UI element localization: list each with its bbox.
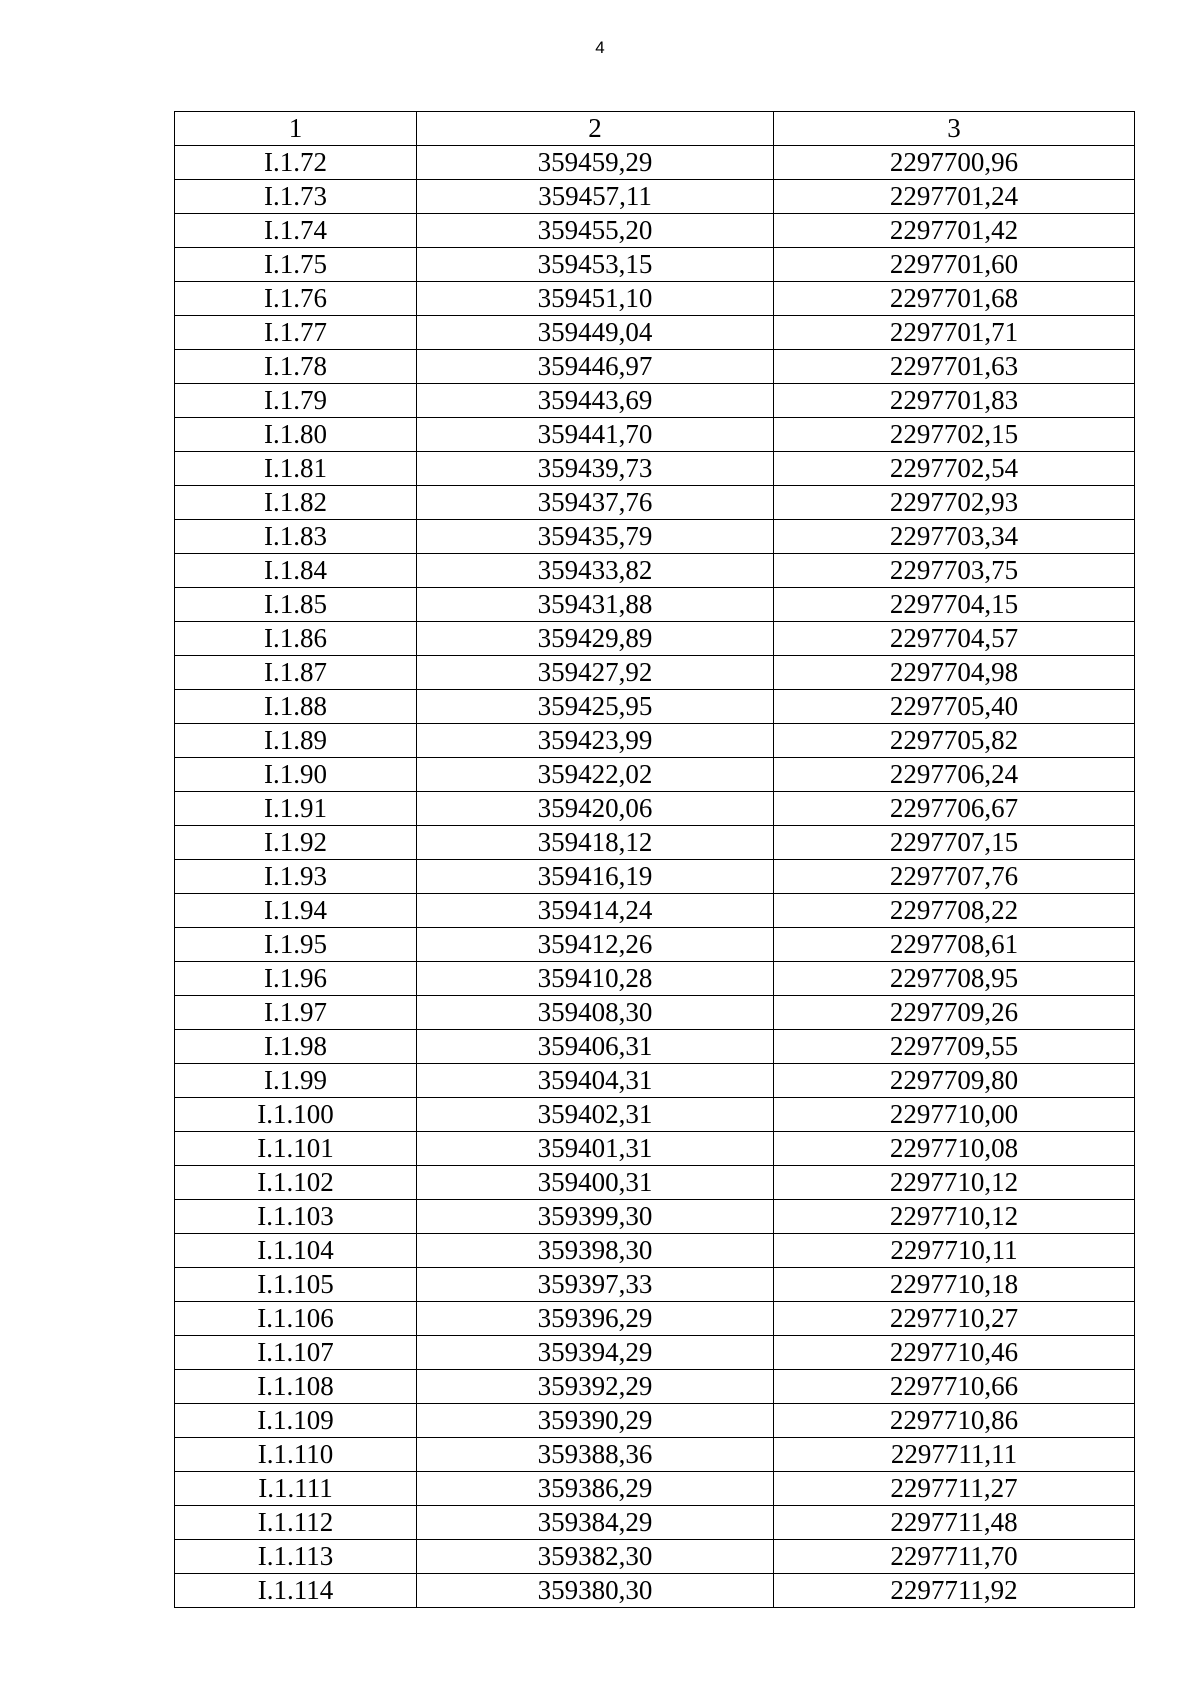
point-id-cell: I.1.104 <box>175 1234 417 1268</box>
table-row <box>175 1166 1135 1200</box>
column-header-1: 1 <box>175 112 417 146</box>
y-coordinate-cell: 2297702,93 <box>774 486 1135 520</box>
y-coordinate-cell: 2297705,40 <box>774 690 1135 724</box>
table-row <box>175 452 1135 486</box>
point-id-cell: I.1.97 <box>175 996 417 1030</box>
point-id-cell: I.1.74 <box>175 214 417 248</box>
point-id-cell: I.1.88 <box>175 690 417 724</box>
x-coordinate-cell: 359390,29 <box>417 1404 774 1438</box>
y-coordinate-cell: 2297711,11 <box>774 1438 1135 1472</box>
table-row <box>175 826 1135 860</box>
point-id-cell: I.1.72 <box>175 146 417 180</box>
x-coordinate-cell: 359402,31 <box>417 1098 774 1132</box>
x-coordinate-cell: 359410,28 <box>417 962 774 996</box>
x-coordinate-cell: 359453,15 <box>417 248 774 282</box>
table-row <box>175 1030 1135 1064</box>
point-id-cell: I.1.91 <box>175 792 417 826</box>
point-id-cell: I.1.111 <box>175 1472 417 1506</box>
point-id-cell: I.1.100 <box>175 1098 417 1132</box>
x-coordinate-cell: 359441,70 <box>417 418 774 452</box>
y-coordinate-cell: 2297710,86 <box>774 1404 1135 1438</box>
x-coordinate-cell: 359425,95 <box>417 690 774 724</box>
x-coordinate-cell: 359457,11 <box>417 180 774 214</box>
y-coordinate-cell: 2297707,76 <box>774 860 1135 894</box>
x-coordinate-cell: 359394,29 <box>417 1336 774 1370</box>
table-row <box>175 1370 1135 1404</box>
x-coordinate-cell: 359400,31 <box>417 1166 774 1200</box>
y-coordinate-cell: 2297710,18 <box>774 1268 1135 1302</box>
point-id-cell: I.1.103 <box>175 1200 417 1234</box>
x-coordinate-cell: 359420,06 <box>417 792 774 826</box>
point-id-cell: I.1.73 <box>175 180 417 214</box>
y-coordinate-cell: 2297704,15 <box>774 588 1135 622</box>
y-coordinate-cell: 2297705,82 <box>774 724 1135 758</box>
point-id-cell: I.1.80 <box>175 418 417 452</box>
x-coordinate-cell: 359451,10 <box>417 282 774 316</box>
table-row <box>175 758 1135 792</box>
y-coordinate-cell: 2297709,26 <box>774 996 1135 1030</box>
column-header-3: 3 <box>774 112 1135 146</box>
point-id-cell: I.1.93 <box>175 860 417 894</box>
y-coordinate-cell: 2297701,68 <box>774 282 1135 316</box>
table-row <box>175 1200 1135 1234</box>
x-coordinate-cell: 359397,33 <box>417 1268 774 1302</box>
y-coordinate-cell: 2297703,75 <box>774 554 1135 588</box>
y-coordinate-cell: 2297708,22 <box>774 894 1135 928</box>
point-id-cell: I.1.86 <box>175 622 417 656</box>
y-coordinate-cell: 2297708,95 <box>774 962 1135 996</box>
point-id-cell: I.1.94 <box>175 894 417 928</box>
y-coordinate-cell: 2297711,70 <box>774 1540 1135 1574</box>
x-coordinate-cell: 359392,29 <box>417 1370 774 1404</box>
y-coordinate-cell: 2297701,63 <box>774 350 1135 384</box>
table-row <box>175 1506 1135 1540</box>
point-id-cell: I.1.90 <box>175 758 417 792</box>
y-coordinate-cell: 2297701,83 <box>774 384 1135 418</box>
x-coordinate-cell: 359423,99 <box>417 724 774 758</box>
table-row <box>175 554 1135 588</box>
y-coordinate-cell: 2297710,66 <box>774 1370 1135 1404</box>
table-row <box>175 656 1135 690</box>
point-id-cell: I.1.85 <box>175 588 417 622</box>
y-coordinate-cell: 2297711,92 <box>774 1574 1135 1608</box>
point-id-cell: I.1.108 <box>175 1370 417 1404</box>
x-coordinate-cell: 359404,31 <box>417 1064 774 1098</box>
table-row <box>175 146 1135 180</box>
table-row <box>175 350 1135 384</box>
table-row <box>175 690 1135 724</box>
x-coordinate-cell: 359446,97 <box>417 350 774 384</box>
point-id-cell: I.1.87 <box>175 656 417 690</box>
table-row <box>175 1064 1135 1098</box>
x-coordinate-cell: 359431,88 <box>417 588 774 622</box>
x-coordinate-cell: 359435,79 <box>417 520 774 554</box>
point-id-cell: I.1.81 <box>175 452 417 486</box>
point-id-cell: I.1.95 <box>175 928 417 962</box>
x-coordinate-cell: 359412,26 <box>417 928 774 962</box>
x-coordinate-cell: 359433,82 <box>417 554 774 588</box>
point-id-cell: I.1.109 <box>175 1404 417 1438</box>
x-coordinate-cell: 359382,30 <box>417 1540 774 1574</box>
point-id-cell: I.1.75 <box>175 248 417 282</box>
x-coordinate-cell: 359399,30 <box>417 1200 774 1234</box>
y-coordinate-cell: 2297702,15 <box>774 418 1135 452</box>
y-coordinate-cell: 2297706,24 <box>774 758 1135 792</box>
y-coordinate-cell: 2297703,34 <box>774 520 1135 554</box>
table-row <box>175 1234 1135 1268</box>
table-row <box>175 1574 1135 1608</box>
table-row <box>175 792 1135 826</box>
point-id-cell: I.1.110 <box>175 1438 417 1472</box>
table-row <box>175 520 1135 554</box>
point-id-cell: I.1.106 <box>175 1302 417 1336</box>
x-coordinate-cell: 359401,31 <box>417 1132 774 1166</box>
table-row <box>175 860 1135 894</box>
table-row <box>175 928 1135 962</box>
table-row <box>175 724 1135 758</box>
y-coordinate-cell: 2297706,67 <box>774 792 1135 826</box>
point-id-cell: I.1.101 <box>175 1132 417 1166</box>
table-row <box>175 418 1135 452</box>
table-row <box>175 1404 1135 1438</box>
column-header-2: 2 <box>417 112 774 146</box>
table-row <box>175 316 1135 350</box>
table-body <box>175 146 1135 1608</box>
y-coordinate-cell: 2297702,54 <box>774 452 1135 486</box>
y-coordinate-cell: 2297710,00 <box>774 1098 1135 1132</box>
point-id-cell: I.1.92 <box>175 826 417 860</box>
point-id-cell: I.1.82 <box>175 486 417 520</box>
page-number: 4 <box>595 38 605 57</box>
x-coordinate-cell: 359429,89 <box>417 622 774 656</box>
table-row <box>175 1540 1135 1574</box>
x-coordinate-cell: 359408,30 <box>417 996 774 1030</box>
y-coordinate-cell: 2297708,61 <box>774 928 1135 962</box>
point-id-cell: I.1.96 <box>175 962 417 996</box>
point-id-cell: I.1.84 <box>175 554 417 588</box>
y-coordinate-cell: 2297704,98 <box>774 656 1135 690</box>
x-coordinate-cell: 359459,29 <box>417 146 774 180</box>
table-row <box>175 282 1135 316</box>
table-row <box>175 622 1135 656</box>
table-header <box>175 112 1135 146</box>
x-coordinate-cell: 359422,02 <box>417 758 774 792</box>
y-coordinate-cell: 2297701,71 <box>774 316 1135 350</box>
x-coordinate-cell: 359380,30 <box>417 1574 774 1608</box>
table-row <box>175 486 1135 520</box>
table-row <box>175 962 1135 996</box>
y-coordinate-cell: 2297704,57 <box>774 622 1135 656</box>
x-coordinate-cell: 359416,19 <box>417 860 774 894</box>
x-coordinate-cell: 359449,04 <box>417 316 774 350</box>
y-coordinate-cell: 2297711,27 <box>774 1472 1135 1506</box>
point-id-cell: I.1.76 <box>175 282 417 316</box>
point-id-cell: I.1.107 <box>175 1336 417 1370</box>
table-row <box>175 248 1135 282</box>
point-id-cell: I.1.89 <box>175 724 417 758</box>
table-row <box>175 180 1135 214</box>
table-row <box>175 894 1135 928</box>
point-id-cell: I.1.114 <box>175 1574 417 1608</box>
y-coordinate-cell: 2297709,55 <box>774 1030 1135 1064</box>
point-id-cell: I.1.99 <box>175 1064 417 1098</box>
y-coordinate-cell: 2297711,48 <box>774 1506 1135 1540</box>
x-coordinate-cell: 359437,76 <box>417 486 774 520</box>
point-id-cell: I.1.105 <box>175 1268 417 1302</box>
x-coordinate-cell: 359443,69 <box>417 384 774 418</box>
y-coordinate-cell: 2297701,24 <box>774 180 1135 214</box>
point-id-cell: I.1.98 <box>175 1030 417 1064</box>
x-coordinate-cell: 359455,20 <box>417 214 774 248</box>
y-coordinate-cell: 2297710,08 <box>774 1132 1135 1166</box>
table-row <box>175 214 1135 248</box>
point-id-cell: I.1.113 <box>175 1540 417 1574</box>
table-row <box>175 1132 1135 1166</box>
table-row <box>175 1438 1135 1472</box>
y-coordinate-cell: 2297700,96 <box>774 146 1135 180</box>
table-row <box>175 1098 1135 1132</box>
table-row <box>175 1472 1135 1506</box>
table-row <box>175 996 1135 1030</box>
x-coordinate-cell: 359418,12 <box>417 826 774 860</box>
table-row <box>175 1302 1135 1336</box>
y-coordinate-cell: 2297709,80 <box>774 1064 1135 1098</box>
x-coordinate-cell: 359384,29 <box>417 1506 774 1540</box>
x-coordinate-cell: 359439,73 <box>417 452 774 486</box>
x-coordinate-cell: 359398,30 <box>417 1234 774 1268</box>
point-id-cell: I.1.78 <box>175 350 417 384</box>
y-coordinate-cell: 2297710,46 <box>774 1336 1135 1370</box>
y-coordinate-cell: 2297710,12 <box>774 1200 1135 1234</box>
point-id-cell: I.1.77 <box>175 316 417 350</box>
coordinates-table <box>174 111 1135 1608</box>
y-coordinate-cell: 2297710,12 <box>774 1166 1135 1200</box>
table-row <box>175 1268 1135 1302</box>
x-coordinate-cell: 359427,92 <box>417 656 774 690</box>
table-row <box>175 1336 1135 1370</box>
x-coordinate-cell: 359414,24 <box>417 894 774 928</box>
table-row <box>175 588 1135 622</box>
point-id-cell: I.1.112 <box>175 1506 417 1540</box>
table-row <box>175 384 1135 418</box>
x-coordinate-cell: 359388,36 <box>417 1438 774 1472</box>
point-id-cell: I.1.79 <box>175 384 417 418</box>
point-id-cell: I.1.83 <box>175 520 417 554</box>
x-coordinate-cell: 359386,29 <box>417 1472 774 1506</box>
point-id-cell: I.1.102 <box>175 1166 417 1200</box>
x-coordinate-cell: 359396,29 <box>417 1302 774 1336</box>
y-coordinate-cell: 2297701,42 <box>774 214 1135 248</box>
y-coordinate-cell: 2297707,15 <box>774 826 1135 860</box>
y-coordinate-cell: 2297701,60 <box>774 248 1135 282</box>
y-coordinate-cell: 2297710,27 <box>774 1302 1135 1336</box>
y-coordinate-cell: 2297710,11 <box>774 1234 1135 1268</box>
x-coordinate-cell: 359406,31 <box>417 1030 774 1064</box>
header-row <box>175 112 1135 146</box>
